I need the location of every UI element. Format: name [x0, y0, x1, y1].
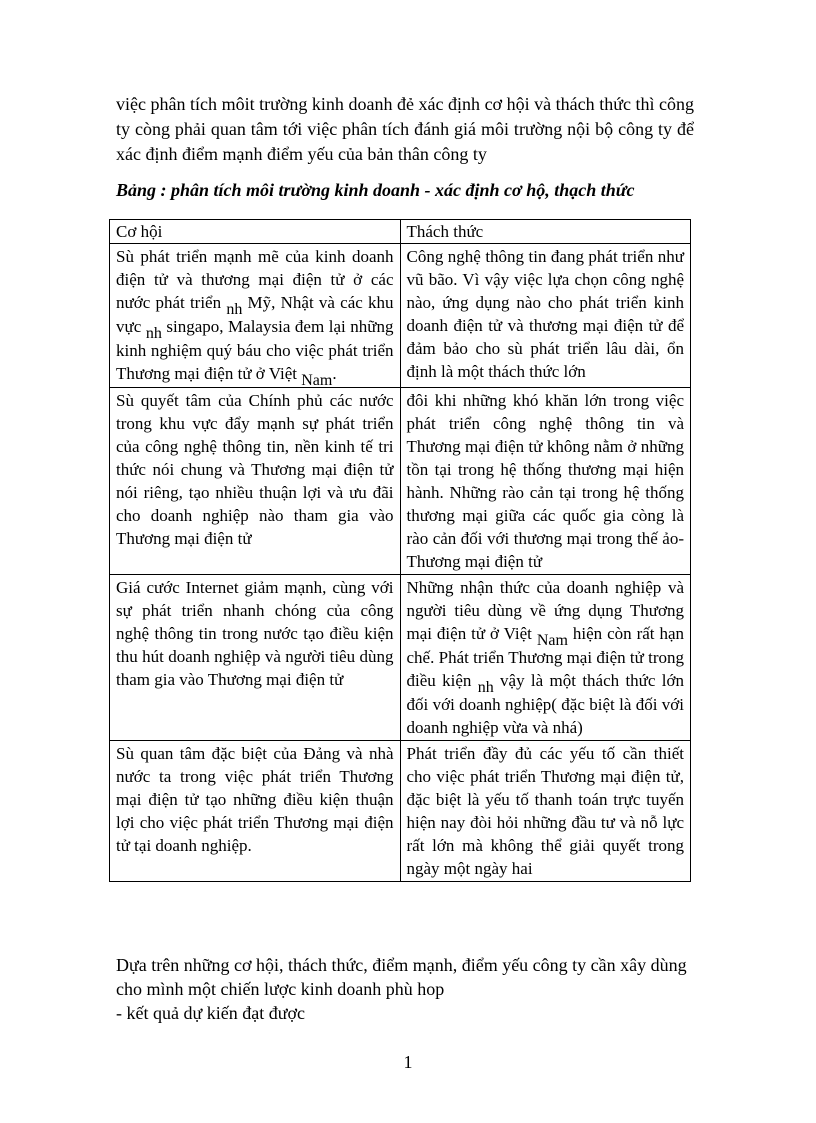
table-row: [110, 244, 691, 388]
cell-text: singapo, Malaysia đem lại những kinh nghiệm quý báu cho việc phát triển Thương mại điện tử ở Việt: [116, 317, 394, 383]
intro-paragraph: việc phân tích môit trường kinh doanh đẻ xác định cơ hội và thách thức thì công ty còng phải quan tâm tới việc phân tích đánh giá môi trường nội bộ công ty để xác định điểm mạnh điểm yếu của bản thân công ty: [116, 94, 694, 164]
cell-text-low: nh: [145, 325, 162, 342]
closing-line: - kết quả dự kiến đạt được: [116, 1003, 305, 1023]
table-row: [110, 388, 691, 575]
cell-text: vậy là một thách thức lớn đối với doanh nghiệp( đặc biệt là đối với doanh nghiệp vừa và nhá): [406, 671, 684, 737]
header-threat: Thách thức: [400, 220, 691, 244]
swot-table: [109, 219, 691, 882]
threat-cell: Phát triển đầy đủ các yếu tố cần thiết cho việc phát triển Thương mại điện tử, đặc biệt là yếu tố thanh toán trực tuyến hiện nay đòi hỏi những đầu tư và nỗ lực rất lớn mà không thể giải quyết trong ngày một ngày hai: [400, 741, 691, 882]
cell-text: hiện còn rất hạn chế. Phát triển Thương mại điện tử trong điều kiện: [406, 624, 684, 690]
threat-cell: [400, 575, 691, 741]
cell-text-low: Nam: [536, 632, 568, 649]
cell-text: .: [332, 364, 337, 383]
opportunity-cell: Sù quyết tâm của Chính phủ các nước trong khu vực đẩy mạnh sự phát triển của công nghệ thông tin, nền kinh tế tri thức nói chung và Thương mại điện tử nói riêng, tạo nhiều thuận lợi và ưu đãi cho doanh nghiệp nào tham gia vào Thương mại điện tử: [110, 388, 401, 575]
threat-cell: Công nghệ thông tin đang phát triển như vũ bão. Vì vậy việc lựa chọn công nghệ nào, ứng dụng nào cho phát triển kinh doanh điện tử và thương mại điện tử để đảm bảo cho sù phát triển lâu dài, ổn định là một thách thức lớn: [400, 244, 691, 388]
opportunity-cell: [110, 244, 401, 388]
closing-paragraph: [116, 953, 706, 1025]
cell-text: Mỹ, Nhật và các khu vực: [116, 293, 394, 336]
cell-text: Sù phát triển mạnh mẽ của kinh doanh điện tử và thương mại điện tử ở các nước phát triển: [116, 247, 394, 312]
table-row: [110, 575, 691, 741]
opportunity-cell: Giá cước Internet giảm mạnh, cùng với sự phát triển nhanh chóng của công nghệ thông tin trong nước tạo điều kiện thu hút doanh nghiệp và người tiêu dùng tham gia vào Thương mại điện tử: [110, 575, 401, 741]
header-opportunity: Cơ hội: [110, 220, 401, 244]
page-number: 1: [403, 1052, 413, 1072]
cell-text: Những nhận thức của doanh nghiệp và người tiêu dùng về ứng dụng Thương mại điện tử ở Việt: [406, 578, 684, 643]
threat-cell: đôi khi những khó khăn lớn trong việc phát triển công nghệ thông tin và Thương mại điện tử không nằm ở những tồn tại trong hệ thống thương mại hiện hành. Những rào cản tại trong hệ thống thương mại giữa các quốc gia còng là rào cản đối với thương mại trong thế ảo- Thương mại điện tử: [400, 388, 691, 575]
table-header-row: [110, 220, 691, 244]
table-caption: Bảng : phân tích môi trường kinh doanh - xác định cơ hộ, thạch thức: [116, 180, 635, 200]
cell-text-low: Nam: [301, 372, 333, 389]
table-row: [110, 741, 691, 882]
cell-text-low: nh: [226, 301, 243, 318]
opportunity-cell: Sù quan tâm đặc biệt của Đảng và nhà nước ta trong việc phát triển Thương mại điện tử tạo những điều kiện thuận lợi cho việc phát triển Thương mại điện tử tại doanh nghiệp.: [110, 741, 401, 882]
cell-text-low: nh: [477, 679, 494, 696]
closing-line: Dựa trên những cơ hội, thách thức, điểm mạnh, điểm yếu công ty cần xây dùng cho mình một chiến lược kinh doanh phù hop: [116, 955, 687, 999]
